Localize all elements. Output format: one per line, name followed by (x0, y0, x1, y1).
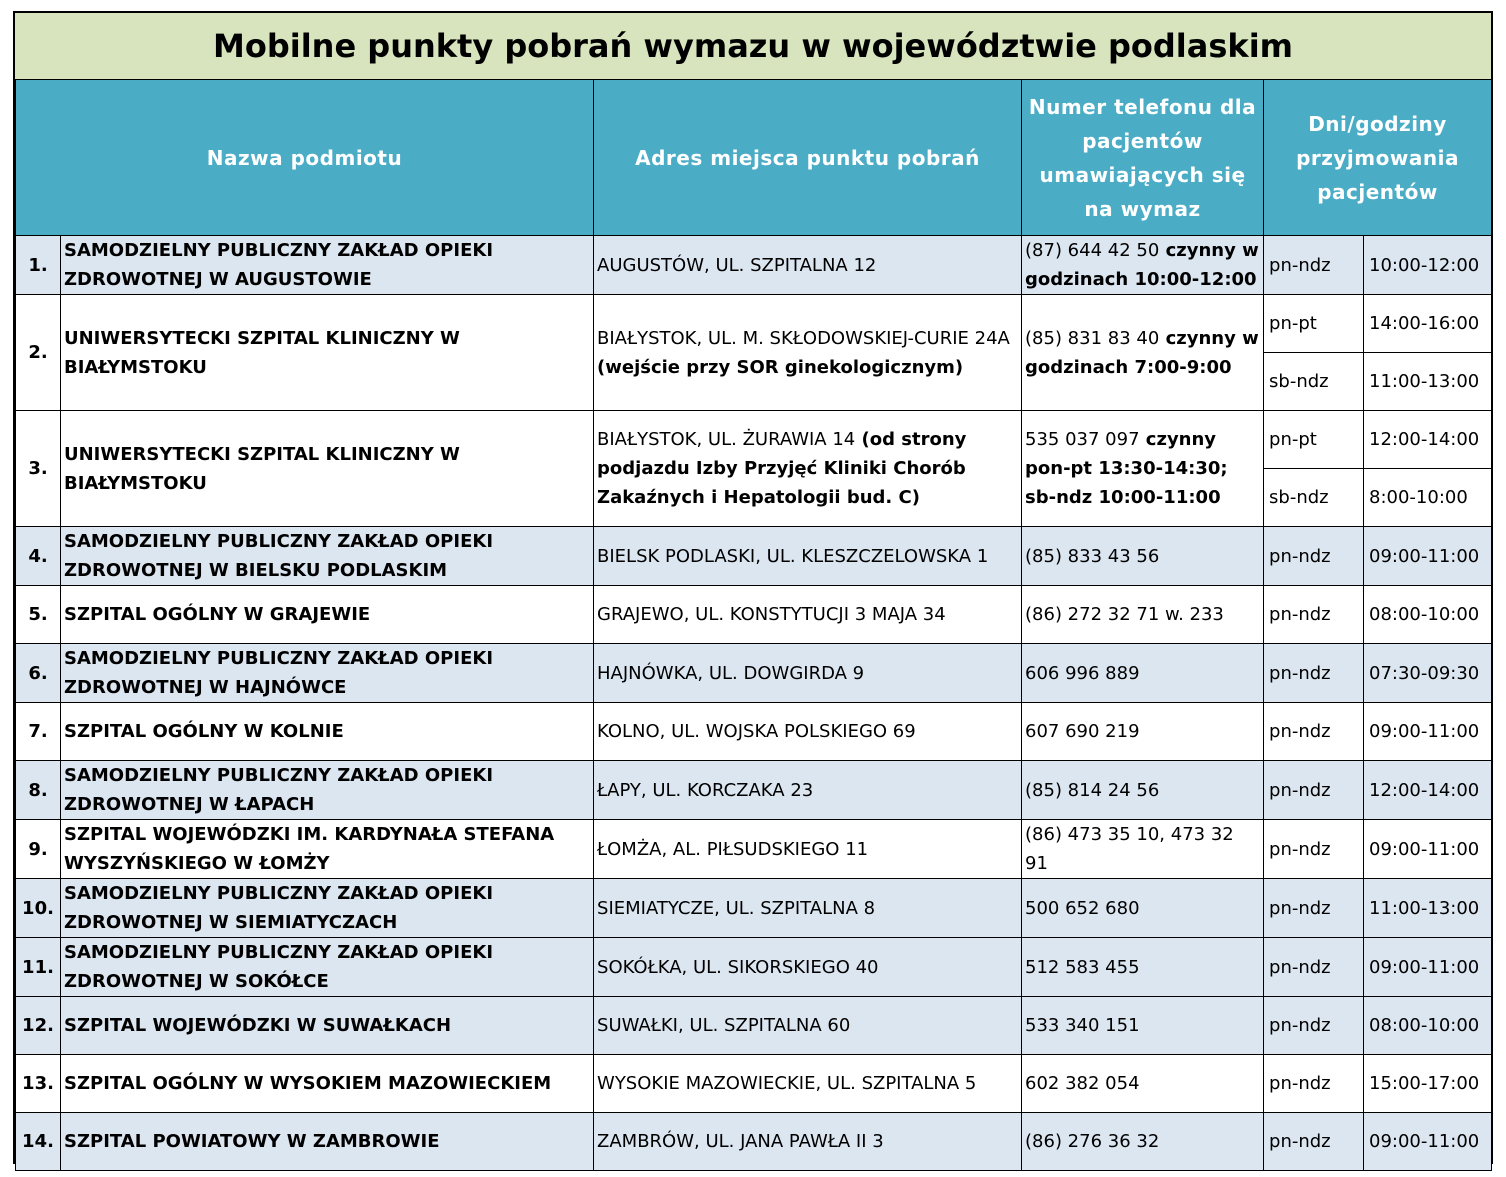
facility-name: SAMODZIELNY PUBLICZNY ZAKŁAD OPIEKI ZDROWOTNEJ W BIELSKU PODLASKIM (61, 527, 594, 586)
phone-number: (85) 814 24 56 (1025, 779, 1160, 801)
address-cell (594, 703, 1022, 761)
hours-cell: 14:00-16:00 (1364, 295, 1492, 353)
address-note: (wejście przy SOR ginekologicznym) (597, 356, 964, 378)
address-text: BIAŁYSTOK, UL. M. SKŁODOWSKIEJ-CURIE 24A (597, 327, 1010, 349)
collection-points-table (15, 79, 1492, 1171)
address-text: ŁAPY, UL. KORCZAKA 23 (597, 779, 814, 801)
document-sheet (13, 11, 1493, 1164)
hours-cell: 07:30-09:30 (1364, 644, 1492, 703)
phone-note: czynny w godzinach 7:00-9:00 (1025, 327, 1259, 378)
row-number: 9. (16, 820, 61, 879)
days-cell: pn-pt (1264, 295, 1364, 353)
address-cell (594, 295, 1022, 411)
page-title: Mobilne punkty pobrań wymazu w województwie podlaskim (15, 13, 1491, 81)
address-cell (594, 411, 1022, 527)
phone-number: (86) 272 32 71 w. 233 (1025, 604, 1224, 625)
address-cell (594, 997, 1022, 1055)
hours-cell: 10:00-12:00 (1364, 236, 1492, 295)
phone-number: (87) 644 42 50 (1025, 240, 1160, 261)
address-text: SIEMIATYCZE, UL. SZPITALNA 8 (597, 897, 876, 919)
hours-cell: 8:00-10:00 (1364, 469, 1492, 527)
address-cell (594, 820, 1022, 879)
days-cell: sb-ndz (1264, 353, 1364, 411)
phone-number: (86) 473 35 10, 473 32 91 (1025, 824, 1234, 874)
facility-name: SZPITAL POWIATOWY W ZAMBROWIE (61, 1113, 594, 1171)
phone-cell (1022, 1113, 1264, 1171)
phone-number: 602 382 054 (1025, 1073, 1140, 1094)
address-text: BIAŁYSTOK, UL. ŻURAWIA 14 (597, 429, 856, 450)
row-number: 7. (16, 703, 61, 761)
hours-cell: 12:00-14:00 (1364, 761, 1492, 820)
header-phone: Numer telefonu dla pacjentów umawiających się na wymaz (1022, 80, 1264, 236)
days-cell: pn-ndz (1264, 527, 1364, 586)
phone-cell (1022, 761, 1264, 820)
hours-cell: 09:00-11:00 (1364, 703, 1492, 761)
phone-cell (1022, 997, 1264, 1055)
hours-cell: 09:00-11:00 (1364, 820, 1492, 879)
days-cell: pn-ndz (1264, 644, 1364, 703)
phone-cell (1022, 295, 1264, 411)
facility-name: SAMODZIELNY PUBLICZNY ZAKŁAD OPIEKI ZDROWOTNEJ W AUGUSTOWIE (61, 236, 594, 295)
header-name: Nazwa podmiotu (16, 80, 594, 236)
facility-name: SZPITAL OGÓLNY W KOLNIE (61, 703, 594, 761)
row-number: 2. (16, 295, 61, 411)
address-text: KOLNO, UL. WOJSKA POLSKIEGO 69 (597, 721, 916, 742)
table-row (16, 820, 1492, 879)
table-row (16, 586, 1492, 644)
address-text: ZAMBRÓW, UL. JANA PAWŁA II 3 (597, 1131, 884, 1152)
days-cell: pn-pt (1264, 411, 1364, 469)
facility-name: SAMODZIELNY PUBLICZNY ZAKŁAD OPIEKI ZDROWOTNEJ W ŁAPACH (61, 761, 594, 820)
phone-number: 500 652 680 (1025, 897, 1140, 919)
address-cell (594, 1055, 1022, 1113)
hours-cell: 15:00-17:00 (1364, 1055, 1492, 1113)
hours-cell: 09:00-11:00 (1364, 527, 1492, 586)
row-number: 8. (16, 761, 61, 820)
row-number: 6. (16, 644, 61, 703)
phone-number: 535 037 097 (1025, 429, 1140, 450)
phone-cell (1022, 236, 1264, 295)
hours-cell: 11:00-13:00 (1364, 353, 1492, 411)
table-row (16, 997, 1492, 1055)
address-cell (594, 236, 1022, 295)
address-cell (594, 586, 1022, 644)
phone-number: 512 583 455 (1025, 956, 1140, 978)
phone-number: 606 996 889 (1025, 662, 1140, 684)
table-row (16, 879, 1492, 938)
phone-number: (85) 833 43 56 (1025, 545, 1160, 567)
row-number: 12. (16, 997, 61, 1055)
days-cell: pn-ndz (1264, 586, 1364, 644)
row-number: 11. (16, 938, 61, 997)
days-cell: pn-ndz (1264, 820, 1364, 879)
address-note: (od strony podjazdu Izby Przyjęć Kliniki Chorób Zakaźnych i Hepatologii bud. C) (597, 429, 967, 508)
address-cell (594, 1113, 1022, 1171)
table-row (16, 703, 1492, 761)
table-row (16, 295, 1492, 353)
table-row (16, 527, 1492, 586)
phone-note: czynny pon-pt 13:30-14:30; sb-ndz 10:00-11:00 (1025, 429, 1228, 508)
facility-name: SZPITAL OGÓLNY W GRAJEWIE (61, 586, 594, 644)
facility-name: SZPITAL OGÓLNY W WYSOKIEM MAZOWIECKIEM (61, 1055, 594, 1113)
row-number: 4. (16, 527, 61, 586)
phone-cell (1022, 644, 1264, 703)
address-text: ŁOMŻA, AL. PIŁSUDSKIEGO 11 (597, 838, 869, 860)
days-cell: pn-ndz (1264, 1055, 1364, 1113)
table-row (16, 411, 1492, 469)
row-number: 5. (16, 586, 61, 644)
table-header-row (16, 80, 1492, 236)
table-row (16, 1055, 1492, 1113)
hours-cell: 09:00-11:00 (1364, 938, 1492, 997)
address-cell (594, 644, 1022, 703)
hours-cell: 08:00-10:00 (1364, 586, 1492, 644)
phone-cell (1022, 938, 1264, 997)
table-row (16, 236, 1492, 295)
table-row (16, 644, 1492, 703)
address-text: BIELSK PODLASKI, UL. KLESZCZELOWSKA 1 (597, 545, 989, 567)
facility-name: SAMODZIELNY PUBLICZNY ZAKŁAD OPIEKI ZDROWOTNEJ W SOKÓŁCE (61, 938, 594, 997)
header-address: Adres miejsca punktu pobrań (594, 80, 1022, 236)
row-number: 14. (16, 1113, 61, 1171)
phone-cell (1022, 703, 1264, 761)
address-text: AUGUSTÓW, UL. SZPITALNA 12 (597, 254, 877, 276)
address-text: SOKÓŁKA, UL. SIKORSKIEGO 40 (597, 956, 879, 978)
address-cell (594, 879, 1022, 938)
hours-cell: 09:00-11:00 (1364, 1113, 1492, 1171)
days-cell: pn-ndz (1264, 1113, 1364, 1171)
address-text: WYSOKIE MAZOWIECKIE, UL. SZPITALNA 5 (597, 1073, 977, 1094)
phone-number: (85) 831 83 40 (1025, 327, 1160, 349)
phone-number: 607 690 219 (1025, 721, 1140, 742)
days-cell: pn-ndz (1264, 761, 1364, 820)
phone-cell (1022, 879, 1264, 938)
facility-name: SZPITAL WOJEWÓDZKI IM. KARDYNAŁA STEFANA WYSZYŃSKIEGO W ŁOMŻY (61, 820, 594, 879)
hours-cell: 12:00-14:00 (1364, 411, 1492, 469)
days-cell: pn-ndz (1264, 997, 1364, 1055)
address-cell (594, 761, 1022, 820)
header-hours: Dni/godziny przyjmowania pacjentów (1264, 80, 1492, 236)
phone-cell (1022, 411, 1264, 527)
days-cell: pn-ndz (1264, 879, 1364, 938)
table-row (16, 761, 1492, 820)
days-cell: sb-ndz (1264, 469, 1364, 527)
row-number: 1. (16, 236, 61, 295)
address-text: GRAJEWO, UL. KONSTYTUCJI 3 MAJA 34 (597, 604, 946, 625)
days-cell: pn-ndz (1264, 236, 1364, 295)
row-number: 3. (16, 411, 61, 527)
address-cell (594, 527, 1022, 586)
phone-cell (1022, 527, 1264, 586)
days-cell: pn-ndz (1264, 938, 1364, 997)
hours-cell: 08:00-10:00 (1364, 997, 1492, 1055)
address-text: SUWAŁKI, UL. SZPITALNA 60 (597, 1015, 851, 1036)
table-row (16, 1113, 1492, 1171)
phone-cell (1022, 1055, 1264, 1113)
table-body (16, 236, 1492, 1171)
phone-number: (86) 276 36 32 (1025, 1131, 1160, 1152)
facility-name: SZPITAL WOJEWÓDZKI W SUWAŁKACH (61, 997, 594, 1055)
phone-note: czynny w godzinach 10:00-12:00 (1025, 240, 1259, 290)
phone-cell (1022, 586, 1264, 644)
phone-number: 533 340 151 (1025, 1015, 1140, 1036)
row-number: 13. (16, 1055, 61, 1113)
facility-name: SAMODZIELNY PUBLICZNY ZAKŁAD OPIEKI ZDROWOTNEJ W HAJNÓWCE (61, 644, 594, 703)
facility-name: SAMODZIELNY PUBLICZNY ZAKŁAD OPIEKI ZDROWOTNEJ W SIEMIATYCZACH (61, 879, 594, 938)
phone-cell (1022, 820, 1264, 879)
facility-name: UNIWERSYTECKI SZPITAL KLINICZNY W BIAŁYMSTOKU (61, 411, 594, 527)
table-row (16, 938, 1492, 997)
days-cell: pn-ndz (1264, 703, 1364, 761)
facility-name: UNIWERSYTECKI SZPITAL KLINICZNY W BIAŁYMSTOKU (61, 295, 594, 411)
address-cell (594, 938, 1022, 997)
hours-cell: 11:00-13:00 (1364, 879, 1492, 938)
row-number: 10. (16, 879, 61, 938)
address-text: HAJNÓWKA, UL. DOWGIRDA 9 (597, 662, 865, 684)
